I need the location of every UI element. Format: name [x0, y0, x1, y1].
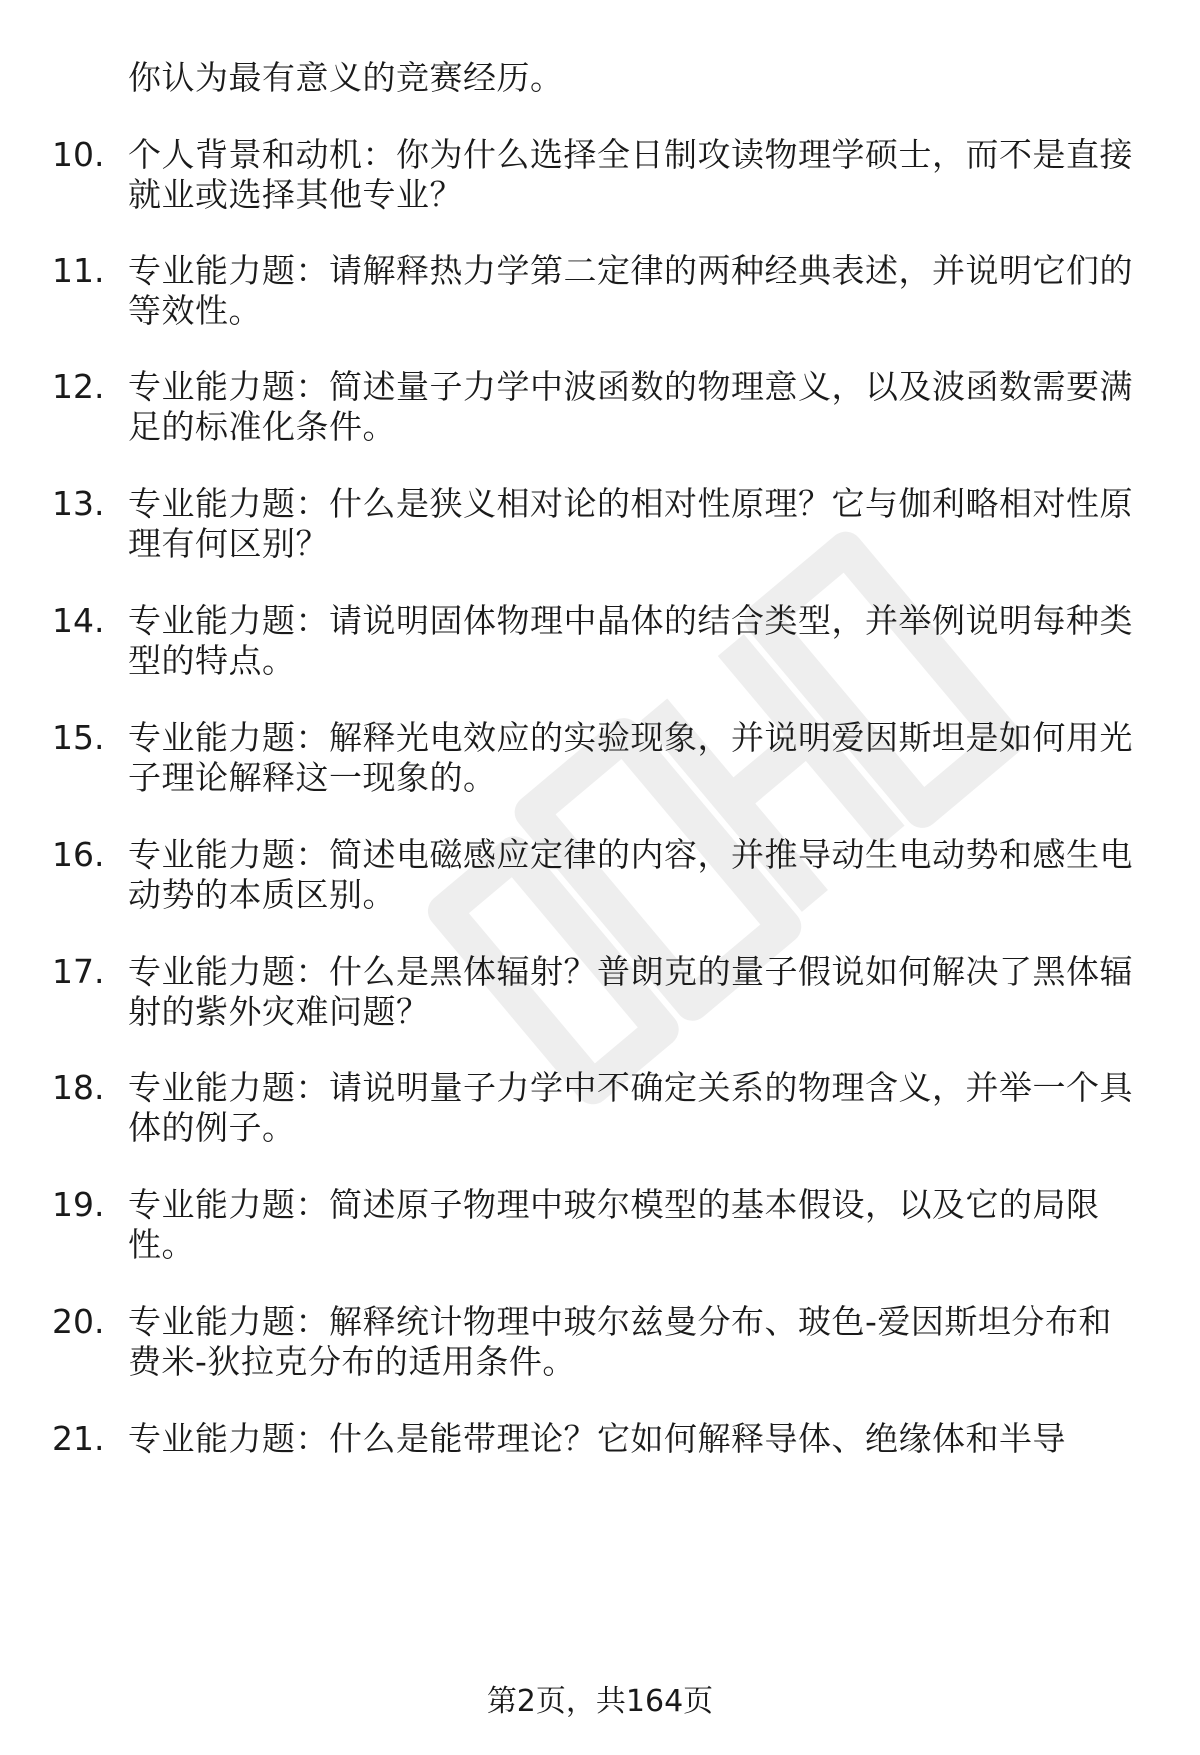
item-text: 专业能力题：什么是能带理论？它如何解释导体、绝缘体和半导: [128, 1419, 1066, 1458]
item-text: 专业能力题：什么是黑体辐射？普朗克的量子假说如何解决了黑体辐射的紫外灾难问题？: [128, 952, 1133, 1031]
item-number: 19.: [52, 1185, 105, 1224]
item-number: 10.: [52, 135, 105, 174]
item-number: 14.: [52, 601, 105, 640]
item-number: 21.: [52, 1419, 105, 1458]
item-text: 专业能力题：简述原子物理中玻尔模型的基本假设，以及它的局限性。: [128, 1185, 1100, 1264]
item-text: 个人背景和动机：你为什么选择全日制攻读物理学硕士，而不是直接就业或选择其他专业？: [128, 135, 1133, 214]
continuation-text: 你认为最有意义的竞赛经历。: [128, 58, 564, 97]
item-text: 专业能力题：请说明量子力学中不确定关系的物理含义，并举一个具体的例子。: [128, 1068, 1133, 1147]
item-number: 20.: [52, 1302, 105, 1341]
item-number: 17.: [52, 952, 105, 991]
page-footer: 第2页，共164页: [486, 1684, 714, 1719]
item-text: 专业能力题：简述电磁感应定律的内容，并推导动生电动势和感生电动势的本质区别。: [128, 835, 1133, 914]
item-number: 18.: [52, 1068, 105, 1107]
item-number: 15.: [52, 718, 105, 757]
item-number: 13.: [52, 484, 105, 523]
item-text: 专业能力题：简述量子力学中波函数的物理意义，以及波函数需要满足的标准化条件。: [128, 367, 1133, 446]
item-number: 16.: [52, 835, 105, 874]
item-text: 专业能力题：请解释热力学第二定律的两种经典表述，并说明它们的等效性。: [128, 251, 1133, 330]
item-number: 12.: [52, 367, 105, 406]
item-text: 专业能力题：请说明固体物理中晶体的结合类型，并举例说明每种类型的特点。: [128, 601, 1133, 680]
item-number: 11.: [52, 251, 105, 290]
item-text: 专业能力题：解释光电效应的实验现象，并说明爱因斯坦是如何用光子理论解释这一现象的。: [128, 718, 1133, 797]
item-text: 专业能力题：解释统计物理中玻尔兹曼分布、玻色-爱因斯坦分布和费米-狄拉克分布的适用条件。: [128, 1302, 1112, 1381]
item-text: 专业能力题：什么是狭义相对论的相对性原理？它与伽利略相对性原理有何区别？: [128, 484, 1133, 563]
